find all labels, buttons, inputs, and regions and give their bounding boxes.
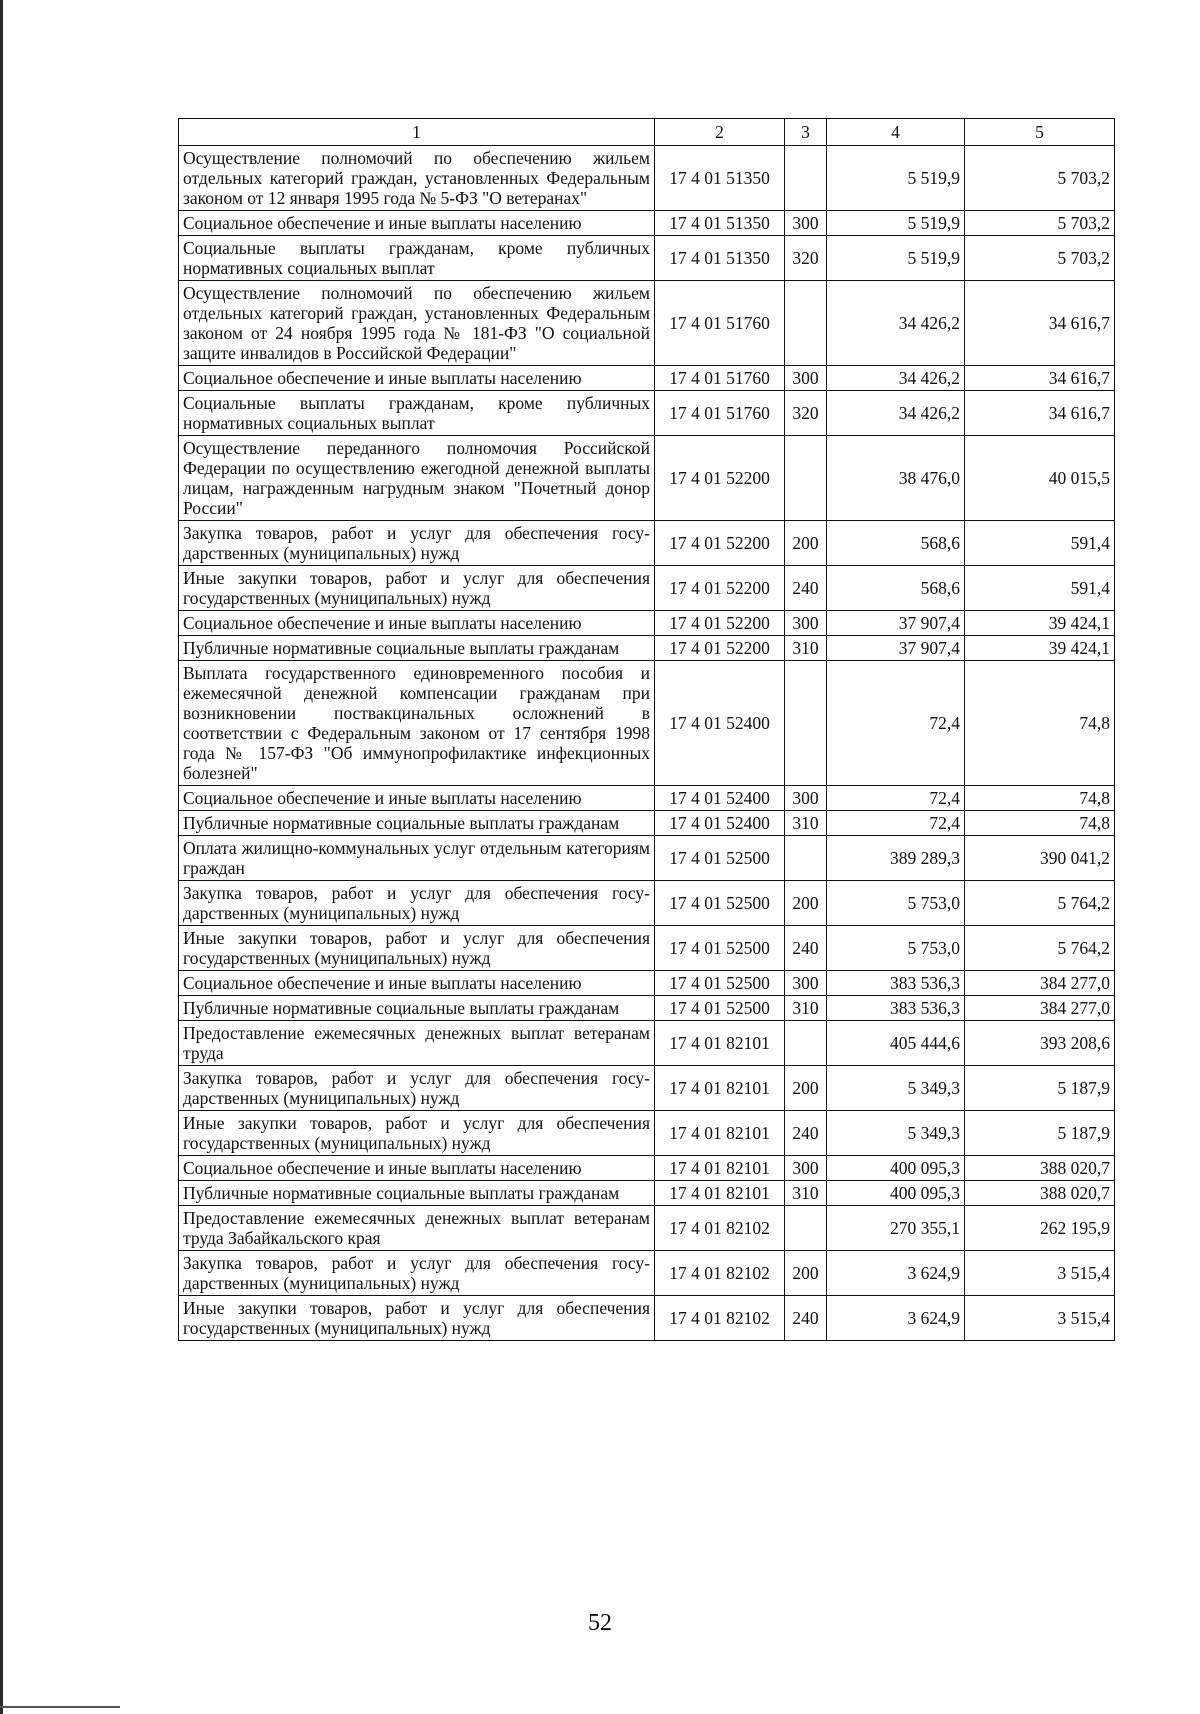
row-type: 310: [785, 811, 827, 836]
row-value-2: 3 515,4: [965, 1251, 1115, 1296]
table-row: [179, 391, 1115, 436]
row-value-2: 5 764,2: [965, 881, 1115, 926]
row-name: Социальное обеспечение и иные выплаты населению: [179, 786, 655, 811]
row-value-2: 5 703,2: [965, 146, 1115, 211]
row-value-1: 5 519,9: [827, 236, 965, 281]
row-type: [785, 281, 827, 366]
row-type: 240: [785, 1296, 827, 1341]
row-value-2: 384 277,0: [965, 971, 1115, 996]
table-row: [179, 1296, 1115, 1341]
row-value-1: 72,4: [827, 786, 965, 811]
row-code: 17 4 01 52200: [655, 636, 785, 661]
row-name: Закупка товаров, работ и услуг для обеспечения государственных (муниципальных) нужд: [179, 521, 655, 566]
row-value-2: 393 208,6: [965, 1021, 1115, 1066]
row-code: 17 4 01 82101: [655, 1066, 785, 1111]
row-value-2: 34 616,7: [965, 281, 1115, 366]
row-name: Социальное обеспечение и иные выплаты населению: [179, 211, 655, 236]
row-type: [785, 146, 827, 211]
row-code: 17 4 01 82102: [655, 1251, 785, 1296]
row-value-1: 400 095,3: [827, 1156, 965, 1181]
row-name: Публичные нормативные социальные выплаты гражданам: [179, 811, 655, 836]
table-row: [179, 236, 1115, 281]
row-type: 300: [785, 1156, 827, 1181]
table-row: [179, 1251, 1115, 1296]
row-code: 17 4 01 52500: [655, 996, 785, 1021]
header-row: [179, 119, 1115, 146]
header-col-5: 5: [965, 119, 1115, 146]
row-value-2: 34 616,7: [965, 366, 1115, 391]
header-col-4: 4: [827, 119, 965, 146]
row-value-1: 568,6: [827, 566, 965, 611]
row-name: Оплата жилищно-коммунальных услуг отдельным категориям граждан: [179, 836, 655, 881]
row-code: 17 4 01 52500: [655, 881, 785, 926]
row-value-1: 383 536,3: [827, 996, 965, 1021]
table-row: [179, 146, 1115, 211]
table-row: [179, 786, 1115, 811]
row-type: 200: [785, 521, 827, 566]
row-value-1: 389 289,3: [827, 836, 965, 881]
table-row: [179, 1066, 1115, 1111]
header-col-2: 2: [655, 119, 785, 146]
page-number: 52: [588, 1610, 612, 1636]
row-code: 17 4 01 51350: [655, 211, 785, 236]
row-type: 320: [785, 236, 827, 281]
table-row: [179, 1021, 1115, 1066]
table-row: [179, 281, 1115, 366]
row-value-1: 5 519,9: [827, 211, 965, 236]
row-code: 17 4 01 51350: [655, 236, 785, 281]
row-name: Социальные выплаты гражданам, кроме публичных нормативных социальных выплат: [179, 391, 655, 436]
table-row: [179, 211, 1115, 236]
row-type: 300: [785, 211, 827, 236]
row-value-1: 3 624,9: [827, 1251, 965, 1296]
row-value-2: 74,8: [965, 811, 1115, 836]
row-value-2: 5 187,9: [965, 1111, 1115, 1156]
row-value-2: 388 020,7: [965, 1181, 1115, 1206]
row-name: Публичные нормативные социальные выплаты гражданам: [179, 1181, 655, 1206]
row-name: Социальные выплаты гражданам, кроме публичных нормативных социальных выплат: [179, 236, 655, 281]
row-type: 200: [785, 881, 827, 926]
row-code: 17 4 01 51760: [655, 391, 785, 436]
row-value-2: 390 041,2: [965, 836, 1115, 881]
row-code: 17 4 01 82102: [655, 1206, 785, 1251]
row-name: Закупка товаров, работ и услуг для обеспечения государственных (муниципальных) нужд: [179, 881, 655, 926]
table-row: [179, 436, 1115, 521]
row-value-1: 72,4: [827, 661, 965, 786]
row-value-1: 34 426,2: [827, 281, 965, 366]
row-name: Социальное обеспечение и иные выплаты населению: [179, 366, 655, 391]
row-type: [785, 661, 827, 786]
row-type: 310: [785, 1181, 827, 1206]
row-type: 200: [785, 1066, 827, 1111]
row-value-1: 38 476,0: [827, 436, 965, 521]
row-value-1: 72,4: [827, 811, 965, 836]
row-name: Иные закупки товаров, работ и услуг для обеспечения государственных (муниципальных) нужд: [179, 566, 655, 611]
row-value-1: 5 753,0: [827, 881, 965, 926]
scan-edge-bottom: [0, 1706, 120, 1708]
header-col-3: 3: [785, 119, 827, 146]
row-value-1: 5 753,0: [827, 926, 965, 971]
row-value-2: 5 187,9: [965, 1066, 1115, 1111]
table-row: [179, 636, 1115, 661]
row-value-2: 5 764,2: [965, 926, 1115, 971]
table-row: [179, 521, 1115, 566]
row-code: 17 4 01 51350: [655, 146, 785, 211]
row-code: 17 4 01 82101: [655, 1156, 785, 1181]
row-value-2: 39 424,1: [965, 611, 1115, 636]
row-type: 240: [785, 926, 827, 971]
table-row: [179, 811, 1115, 836]
table-row: [179, 661, 1115, 786]
row-value-1: 568,6: [827, 521, 965, 566]
row-name: Иные закупки товаров, работ и услуг для обеспечения государственных (муниципальных) нужд: [179, 1111, 655, 1156]
table-row: [179, 881, 1115, 926]
row-type: 300: [785, 786, 827, 811]
row-value-1: 270 355,1: [827, 1206, 965, 1251]
row-type: [785, 436, 827, 521]
row-value-2: 39 424,1: [965, 636, 1115, 661]
row-code: 17 4 01 51760: [655, 366, 785, 391]
table-row: [179, 1111, 1115, 1156]
row-value-2: 74,8: [965, 661, 1115, 786]
row-type: 310: [785, 996, 827, 1021]
table-row: [179, 611, 1115, 636]
table-header: [179, 119, 1115, 146]
row-value-2: 591,4: [965, 566, 1115, 611]
row-value-1: 5 349,3: [827, 1111, 965, 1156]
header-col-1: 1: [179, 119, 655, 146]
row-code: 17 4 01 52500: [655, 971, 785, 996]
row-type: 240: [785, 566, 827, 611]
row-code: 17 4 01 52400: [655, 811, 785, 836]
row-value-2: 5 703,2: [965, 211, 1115, 236]
table-row: [179, 366, 1115, 391]
row-name: Осуществление полномочий по обеспечению жильем отдельных категорий граждан, установленных Федеральным законом от 12 января 1995 года № 5-ФЗ "О ветеранах": [179, 146, 655, 211]
row-value-1: 405 444,6: [827, 1021, 965, 1066]
row-code: 17 4 01 52200: [655, 436, 785, 521]
table-row: [179, 566, 1115, 611]
row-value-2: 5 703,2: [965, 236, 1115, 281]
row-type: 300: [785, 366, 827, 391]
row-value-1: 5 519,9: [827, 146, 965, 211]
row-code: 17 4 01 52500: [655, 926, 785, 971]
row-code: 17 4 01 52200: [655, 566, 785, 611]
row-value-1: 5 349,3: [827, 1066, 965, 1111]
row-type: 240: [785, 1111, 827, 1156]
row-value-2: 34 616,7: [965, 391, 1115, 436]
row-name: Иные закупки товаров, работ и услуг для обеспечения государственных (муниципальных) нужд: [179, 926, 655, 971]
row-value-2: 40 015,5: [965, 436, 1115, 521]
row-name: Осуществление полномочий по обеспечению жильем отдельных категорий граждан, установленных Федеральным законом от 24 ноября 1995 года № 181-ФЗ "О социальной защите инвалидов в Российской Федерации": [179, 281, 655, 366]
row-type: [785, 1206, 827, 1251]
table-row: [179, 1206, 1115, 1251]
row-code: 17 4 01 82102: [655, 1296, 785, 1341]
row-name: Предоставление ежемесячных денежных выплат ветеранам труда: [179, 1021, 655, 1066]
row-code: 17 4 01 82101: [655, 1111, 785, 1156]
row-value-2: 3 515,4: [965, 1296, 1115, 1341]
table-row: [179, 996, 1115, 1021]
row-code: 17 4 01 82101: [655, 1181, 785, 1206]
row-type: 300: [785, 611, 827, 636]
row-code: 17 4 01 52500: [655, 836, 785, 881]
table-row: [179, 1156, 1115, 1181]
table-row: [179, 971, 1115, 996]
row-code: 17 4 01 82101: [655, 1021, 785, 1066]
row-name: Публичные нормативные социальные выплаты гражданам: [179, 996, 655, 1021]
row-type: 310: [785, 636, 827, 661]
row-value-1: 3 624,9: [827, 1296, 965, 1341]
row-value-1: 383 536,3: [827, 971, 965, 996]
row-type: 320: [785, 391, 827, 436]
row-type: 300: [785, 971, 827, 996]
row-name: Иные закупки товаров, работ и услуг для обеспечения государственных (муниципальных) нужд: [179, 1296, 655, 1341]
table-row: [179, 836, 1115, 881]
row-name: Социальное обеспечение и иные выплаты населению: [179, 611, 655, 636]
table-row: [179, 926, 1115, 971]
row-name: Закупка товаров, работ и услуг для обеспечения государственных (муниципальных) нужд: [179, 1251, 655, 1296]
row-code: 17 4 01 51760: [655, 281, 785, 366]
row-name: Закупка товаров, работ и услуг для обеспечения государственных (муниципальных) нужд: [179, 1066, 655, 1111]
row-code: 17 4 01 52400: [655, 661, 785, 786]
scan-edge: [0, 0, 3, 1714]
row-name: Социальное обеспечение и иные выплаты населению: [179, 1156, 655, 1181]
table-body: [179, 146, 1115, 1341]
table-row: [179, 1181, 1115, 1206]
row-name: Осуществление переданного полномочия Российской Федерации по осуществлению ежегодной денежной выплаты лицам, награжденным нагрудным знаком "Почетный донор России": [179, 436, 655, 521]
row-type: [785, 836, 827, 881]
row-code: 17 4 01 52200: [655, 521, 785, 566]
row-name: Социальное обеспечение и иные выплаты населению: [179, 971, 655, 996]
row-value-2: 262 195,9: [965, 1206, 1115, 1251]
row-type: 200: [785, 1251, 827, 1296]
row-name: Публичные нормативные социальные выплаты гражданам: [179, 636, 655, 661]
row-value-2: 591,4: [965, 521, 1115, 566]
row-value-2: 384 277,0: [965, 996, 1115, 1021]
row-value-1: 400 095,3: [827, 1181, 965, 1206]
row-value-1: 37 907,4: [827, 636, 965, 661]
row-value-1: 34 426,2: [827, 391, 965, 436]
budget-table: [178, 118, 1115, 1341]
row-value-2: 74,8: [965, 786, 1115, 811]
row-value-1: 34 426,2: [827, 366, 965, 391]
row-name: Выплата государственного единовременного пособия и ежемесячной денежной компенсации гражданам при возникновении поствакцинальных осложнений в соответствии с Федеральным законом от 17 сентября 1998 года № 157-ФЗ "Об иммунопрофилактике инфекционных болезней": [179, 661, 655, 786]
row-code: 17 4 01 52200: [655, 611, 785, 636]
row-value-1: 37 907,4: [827, 611, 965, 636]
row-value-2: 388 020,7: [965, 1156, 1115, 1181]
row-code: 17 4 01 52400: [655, 786, 785, 811]
row-name: Предоставление ежемесячных денежных выплат ветеранам труда Забайкальского края: [179, 1206, 655, 1251]
row-type: [785, 1021, 827, 1066]
